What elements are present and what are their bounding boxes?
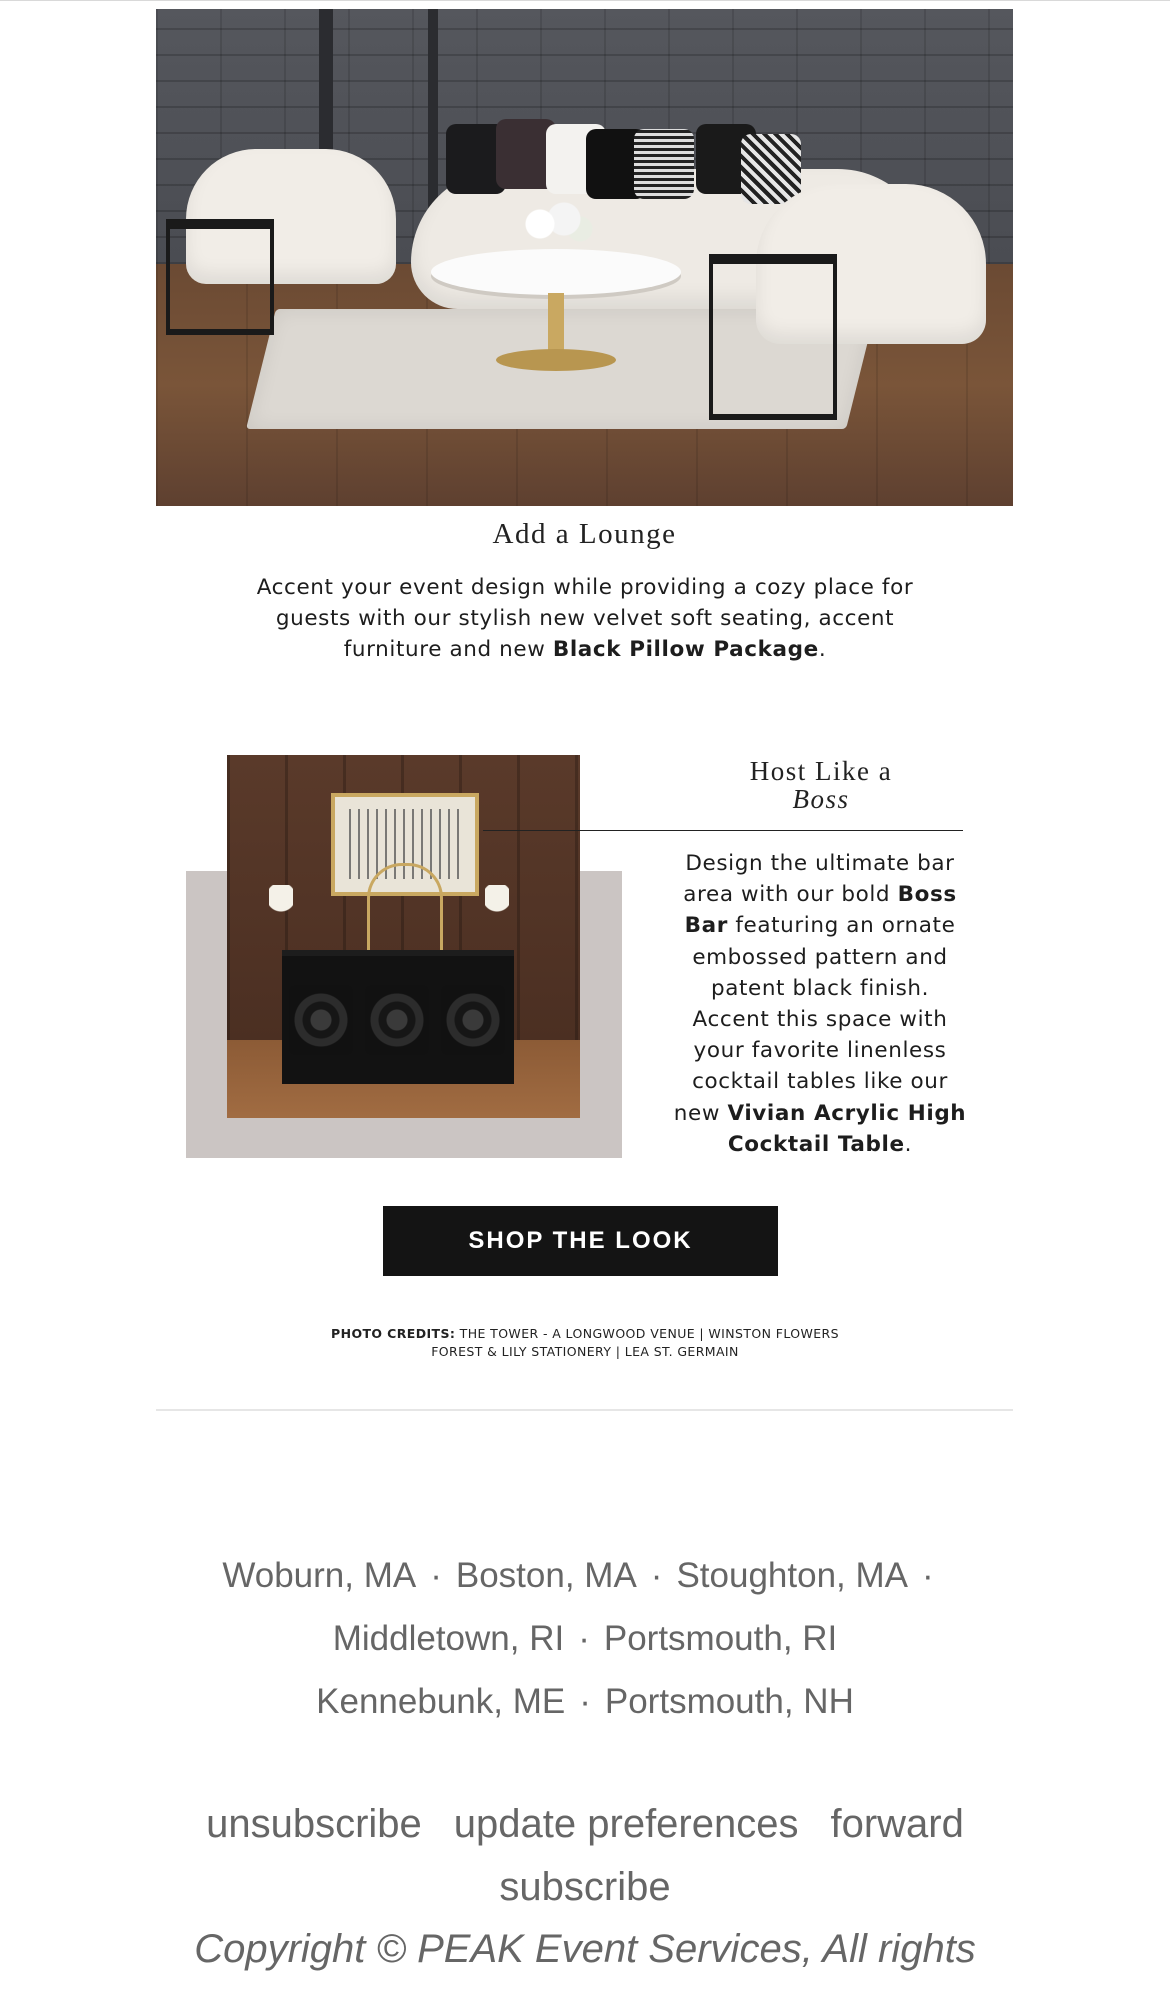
lounge-text-bold: Black Pillow Package — [552, 637, 819, 662]
coffee-table-base — [496, 349, 616, 371]
bar-ornament — [441, 985, 505, 1055]
location-separator: · — [650, 1556, 663, 1595]
location-item: Kennebunk, ME — [316, 1682, 566, 1721]
host-title — [690, 757, 952, 813]
coffee-table-stem — [548, 293, 564, 355]
top-divider — [0, 0, 1170, 1]
side-table-right — [709, 254, 837, 420]
location-item: Portsmouth, RI — [603, 1619, 838, 1658]
location-item: Middletown, RI — [332, 1619, 565, 1658]
lounge-text-end: . — [818, 637, 827, 662]
location-item: Woburn, MA — [222, 1556, 417, 1595]
locations-row — [100, 1544, 1070, 1607]
boss-bar-image — [227, 755, 580, 1118]
coffee-table — [431, 249, 681, 295]
locations-row — [100, 1670, 1070, 1733]
lounge-text: Accent your event design while providing a cozy place for guests with our stylish new velvet soft seating, accent furniture and new — [256, 575, 914, 662]
lounge-hero-image — [156, 9, 1013, 506]
bar-cart — [367, 863, 443, 956]
white-flower-vase — [485, 885, 509, 945]
patterned-pillow — [634, 129, 694, 199]
host-text-bold: Boss Bar — [684, 882, 957, 939]
credits-line1 — [230, 1325, 940, 1343]
host-text-end: . — [904, 1131, 913, 1157]
shop-the-look-button[interactable]: SHOP THE LOOK — [383, 1206, 778, 1276]
footer-links-row — [100, 1793, 1070, 1856]
footer-links — [100, 1793, 1070, 1919]
host-title-line1: Host Like a — [749, 756, 893, 786]
location-separator: · — [578, 1619, 590, 1658]
copyright-text: Copyright © PEAK Event Services, All rights — [194, 1927, 976, 1971]
host-text: Design the ultimate bar area with our bold — [683, 851, 955, 908]
forward-link[interactable]: forward — [830, 1802, 964, 1846]
update-preferences-link[interactable]: update preferences — [453, 1802, 799, 1846]
locations-list — [100, 1544, 1070, 1733]
subscribe-link[interactable]: subscribe — [499, 1865, 671, 1909]
patterned-pillow — [741, 134, 801, 204]
bar-ornament — [289, 985, 353, 1055]
bar-ornament — [365, 985, 429, 1055]
host-text-bold: Vivian Acrylic High Cocktail Table — [727, 1100, 967, 1157]
location-item: Portsmouth, NH — [604, 1682, 854, 1721]
white-flower-vase — [269, 885, 293, 945]
credits-line2: FOREST & LILY STATIONERY | LEA ST. GERMAIN — [431, 1344, 739, 1359]
host-text: featuring an ornate embossed pattern and patent black finish. Accent this space with your favorite linenless cocktail tables like our new — [673, 913, 956, 1126]
flower-centerpiece — [516, 199, 596, 249]
location-item: Stoughton, MA — [676, 1556, 908, 1595]
section-divider — [156, 1409, 1013, 1411]
host-description — [672, 848, 968, 1160]
location-separator: · — [579, 1682, 591, 1721]
credits-label: PHOTO CREDITS: — [331, 1326, 456, 1341]
host-title-rule — [483, 830, 963, 831]
unsubscribe-link[interactable]: unsubscribe — [206, 1802, 422, 1846]
location-item: Boston, MA — [455, 1556, 637, 1595]
lounge-title: Add a Lounge — [492, 518, 677, 550]
side-table-left — [166, 219, 274, 335]
locations-row — [100, 1607, 1070, 1670]
photo-credits — [230, 1325, 940, 1361]
host-title-line2: Boss — [792, 784, 850, 814]
credits-text: THE TOWER - A LONGWOOD VENUE | WINSTON FLOWERS — [455, 1326, 839, 1341]
location-separator: · — [922, 1556, 934, 1595]
location-separator: · — [430, 1556, 442, 1595]
lounge-description — [240, 572, 930, 665]
footer-links-row — [100, 1856, 1070, 1919]
